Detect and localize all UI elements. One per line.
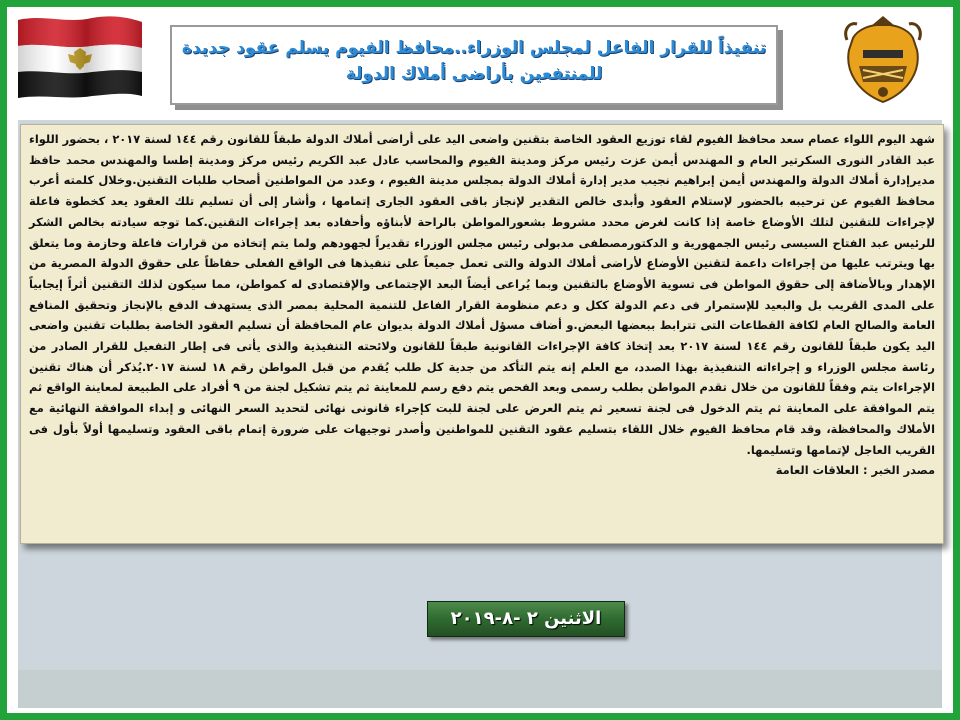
date-badge: الاثنين ٢ -٨-٢٠١٩ xyxy=(427,601,625,637)
egypt-flag-icon xyxy=(14,14,146,100)
article-source: مصدر الخبر : العلاقات العامة xyxy=(775,463,935,478)
headline-line-1: تنفيذاً للقرار الفاعل لمجلس الوزراء..محافظ الفيوم يسلم عقود جديدة xyxy=(181,38,767,58)
fayoum-governorate-logo xyxy=(833,10,933,110)
headline-line-2: للمنتفعين بأراضى أملاك الدولة xyxy=(345,64,603,84)
article-body xyxy=(20,124,944,544)
article-text: شهد اليوم اللواء عصام سعد محافظ الفيوم لقاء توزيع العقود الخاصة بتقنين واضعى اليد على أراضى أملاك الدولة طبقاً للقانون رقم ١٤٤ لسنة ٢٠١٧ ، بحضور اللواء عبد القادر النورى السكرتير العام و المهندس أيمن عزت رئيس مركز ومدينة الفيوم والمحاسب عادل عبد الكريم رئيس مركز ومدينة إطسا والمهندس محمد حافظ مديرإدارة أملاك الدولة والمهندس أيمن إبراهيم نجيب مدير إدارة أملاك الدولة بمجلس مدينة الفيوم ، وعدد من المواطنين أصحاب طلبات التقنين.وخلال كلمته أعرب محافظ الفيوم عن ترحيبه بالحضور لإستلام العقود وأبدى خالص التقدير لإنجاز باقى العقود الجارى إتمامها ، وأشار إلى أن تسليم تلك العقود يعد كخطوة فاعلة لإجراءات للتقنين لتلك الأوضاع خاصة إذا كانت لغرض محدد مشروط بشعورالمواطن بالراحة لأبناؤه وأحفاده بعد إجراءات التقنين.كما توجه سيادته بخالص الشكر للرئيس عبد الفتاح السيسى رئيس الجمهورية و الدكتورمصطفى مدبولى رئيس مجلس الوزراء تقديراً لجهودهم ولما يتم إتخاذه من قرارات فاعلة وحازمة وما يتعلق بها ويترتب عليها من إجراءات داعمة لتقنين الأوضاع لأراضى أملاك الدولة والتى تعمل جميعاً على تنفيذها فى الواقع الفعلى حفاظاً على حقوق الدولة المصرية من الإهدار وبالأضافة إلى حقوق المواطن فى تسوية الأوضاع بالتقنين وبما يُراعى أيضاً البعد الإجتماعى والإقتصادى له كمواطن، مما سيكون لذلك التقنين أثراً إيجابياً على المدى القريب بل والبعيد للإستمرار فى دعم الدولة ككل و دعم منظومة القرار الفاعل للتنمية المحلية بمصر الذى يستهدف الدفع بالإنجاز وتحقيق المنافع العامة والصالح العام لكافة القطاعات التى تترابط ببعضها البعض.و أضاف مسؤل أملاك الدولة بديوان عام المحافظة أن تسليم العقود الخاصة بطلبات تقنين واضعى اليد يكون طبقاً للقانون رقم ١٤٤ لسنة ٢٠١٧ بعد إتخاذ كافة الإجراءات القانونية طبقاً للقانون ولائحته التنفيذية والذى يأتى فى إطار التفعيل للقرار الصادر من رئاسة مجلس الوزراء و إجراءاته التنفيذية بهذا الصدد، مع العلم إنه يتم التأكد من جدية كل طلب يُقدم من قبل المواطن رقم ١٨ لسنة ٢٠١٧.يُذكر أن هناك تقنين الإجراءات يتم وفقاً للقانون من خلال تقدم المواطن بطلب رسمى وبعد الفحص يتم دفع رسم للمعاينة ثم يتم تشكيل لجنة من ٩ أفراد على الطبيعة لمعاينة الواقع ثم يتم الموافقة على المعاينة ثم يتم الدخول فى لجنة تسعير ثم يتم العرض على لجنة للبت كإجراء قانونى نهائى لتحديد السعر النهائى و إبداء الموافقة النهائية مع الأملاك والمحافظة، وقد قام محافظ الفيوم خلال اللقاء بتسليم عقود التقنين للمواطنين وأصدر توجيهات على ضرورة إتمام باقى العقود وتسليمها أولاً بأول فى القريب العاجل لإتمامها وتسليمها. xyxy=(29,132,936,457)
headline-box xyxy=(170,25,778,105)
bottom-band xyxy=(18,670,942,708)
